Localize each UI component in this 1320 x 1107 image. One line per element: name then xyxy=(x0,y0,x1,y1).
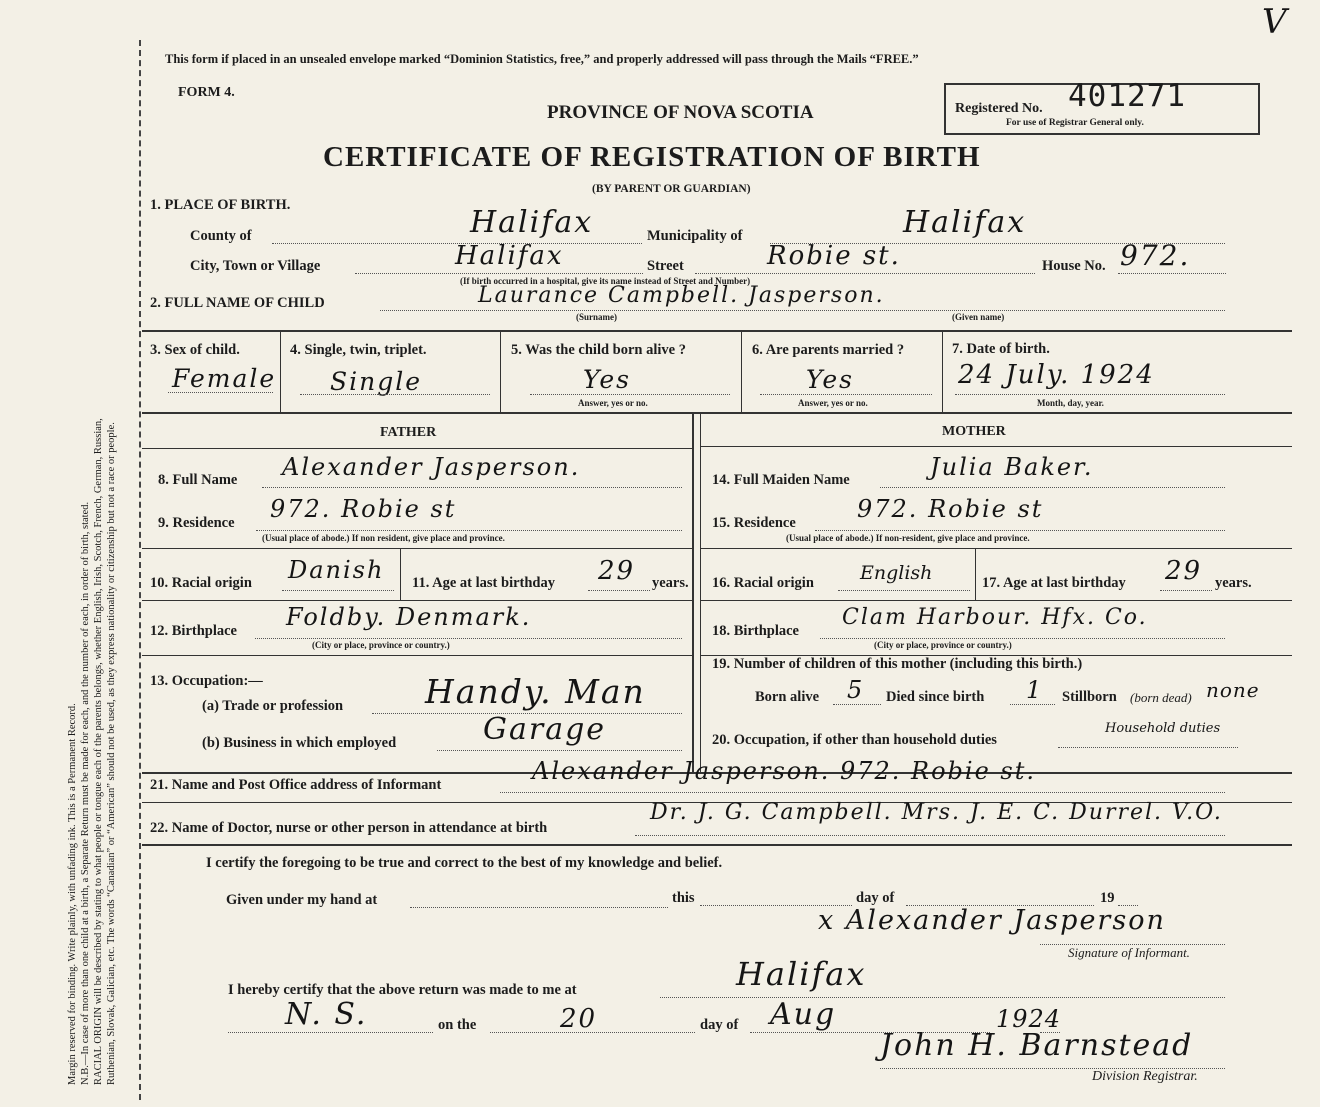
street-value: Robie st. xyxy=(767,241,901,271)
born-alive-note: Answer, yes or no. xyxy=(578,398,648,408)
died-count-line xyxy=(1010,704,1055,705)
father-trade-value: Handy. Man xyxy=(425,672,646,711)
informant-signature: x Alexander Jasperson xyxy=(818,905,1166,936)
mother-birthplace-value: Clam Harbour. Hfx. Co. xyxy=(842,605,1148,630)
father-residence-value: 972. Robie st xyxy=(270,495,457,523)
row-divider xyxy=(142,600,692,601)
margin-note-line: Ruthenian, Slovak, Galician, etc. The words “Canadian” or “American” should not be used, as they express nationality or citizenship but not a race or people. xyxy=(106,422,117,1085)
informant-signature-label: Signature of Informant. xyxy=(1068,945,1190,960)
column-divider xyxy=(400,548,401,600)
registrar-signature-label: Division Registrar. xyxy=(1092,1069,1198,1084)
county-label: County of xyxy=(190,228,252,244)
mother-residence-line xyxy=(815,530,1225,531)
row-divider xyxy=(142,330,1292,332)
registrar-place-value: Halifax xyxy=(736,955,867,993)
mother-birthplace-label: 18. Birthplace xyxy=(712,623,799,639)
day-of-label-2: day of xyxy=(700,1017,739,1033)
plurality-line xyxy=(300,394,490,395)
registrar-statement: I hereby certify that the above return was made to me at xyxy=(228,982,577,998)
stillborn-note: (born dead) xyxy=(1130,690,1192,705)
margin-note-line: RACIAL ORIGIN will be described by stating to what people or tongue each of the parents belongs, whether English, Irish, Scotch, French, German, Russian, xyxy=(93,418,104,1085)
father-trade-label: (a) Trade or profession xyxy=(202,698,344,714)
municipality-label: Municipality of xyxy=(647,228,743,244)
city-label: City, Town or Village xyxy=(190,258,321,274)
given-under-hand-label: Given under my hand at xyxy=(226,892,378,908)
father-residence-note: (Usual place of abode.) If non resident, give place and province. xyxy=(262,533,505,543)
father-residence-line xyxy=(256,530,682,531)
died-count-label: Died since birth xyxy=(886,689,985,705)
parents-center-divider xyxy=(700,412,701,772)
child-name-line xyxy=(380,310,1225,311)
mother-heading: MOTHER xyxy=(942,424,1006,439)
column-divider xyxy=(741,330,742,412)
margin-note-line: Margin reserved for binding. Write plainly, with unfading ink. This is a Permanent Record. xyxy=(67,703,78,1085)
born-alive-value: Yes xyxy=(583,365,631,394)
binding-margin-border xyxy=(139,40,141,1100)
row-divider xyxy=(700,548,1292,549)
surname-note: (Surname) xyxy=(576,312,617,322)
father-heading: FATHER xyxy=(380,425,437,440)
mother-children-label: 19. Number of children of this mother (including this birth.) xyxy=(712,656,1083,672)
married-value: Yes xyxy=(806,365,854,394)
house-number-line xyxy=(1118,273,1226,274)
house-number-label: House No. xyxy=(1042,258,1106,274)
father-age-label: 11. Age at last birthday xyxy=(412,575,555,591)
this-label: this xyxy=(672,890,695,906)
row-divider xyxy=(142,448,692,449)
column-divider xyxy=(942,330,943,412)
stillborn-value: none xyxy=(1206,678,1260,702)
mother-racial-origin-value: English xyxy=(860,562,933,584)
mother-occupation-line xyxy=(1058,747,1238,748)
date-of-birth-note: Month, day, year. xyxy=(1037,398,1104,408)
father-name-value: Alexander Jasperson. xyxy=(282,453,581,481)
mother-age-line xyxy=(1160,590,1212,591)
born-alive-label: 5. Was the child born alive ? xyxy=(511,342,686,358)
row-divider xyxy=(700,446,1292,447)
municipality-value: Halifax xyxy=(903,205,1027,240)
mother-age-years: years. xyxy=(1215,575,1252,591)
corner-check-mark: V xyxy=(1262,2,1289,42)
doctor-value: Dr. J. G. Campbell. Mrs. J. E. C. Durrel. V.O. xyxy=(650,800,1223,825)
certification-statement: I certify the foregoing to be true and correct to the best of my knowledge and belief. xyxy=(206,855,723,871)
child-name-label: 2. FULL NAME OF CHILD xyxy=(150,295,325,311)
hospital-note: (If birth occurred in a hospital, give its name instead of Street and Number) xyxy=(460,276,751,286)
county-value: Halifax xyxy=(470,205,594,240)
father-business-value: Garage xyxy=(483,712,607,747)
father-birthplace-value: Foldby. Denmark. xyxy=(286,603,532,631)
born-alive-count-label: Born alive xyxy=(755,689,820,705)
row-divider xyxy=(700,600,1292,601)
informant-line xyxy=(500,792,1225,793)
informant-label: 21. Name and Post Office address of Informant xyxy=(150,777,442,793)
father-birthplace-note: (City or place, province or country.) xyxy=(312,640,450,650)
column-divider xyxy=(975,548,976,600)
married-note: Answer, yes or no. xyxy=(798,398,868,408)
mother-residence-note: (Usual place of abode.) If non-resident, give place and province. xyxy=(786,533,1030,543)
month-value: Aug xyxy=(770,997,837,1032)
given-name-note: (Given name) xyxy=(952,312,1005,322)
parents-center-divider xyxy=(692,412,694,772)
mother-residence-value: 972. Robie st xyxy=(857,495,1044,523)
form-number: FORM 4. xyxy=(178,85,235,100)
registered-label: Registered No. xyxy=(955,101,1043,116)
mother-age-label: 17. Age at last birthday xyxy=(982,575,1126,591)
married-line xyxy=(760,394,932,395)
registrar-use-note: For use of Registrar General only. xyxy=(1006,118,1144,128)
doctor-line xyxy=(635,835,1225,836)
father-occupation-label: 13. Occupation:— xyxy=(150,673,263,689)
child-name-value: Laurance Campbell. Jasperson. xyxy=(478,283,885,308)
father-name-line xyxy=(262,487,682,488)
province-heading: PROVINCE OF NOVA SCOTIA xyxy=(547,102,814,123)
mother-name-line xyxy=(880,487,1225,488)
column-divider xyxy=(500,330,501,412)
column-divider xyxy=(280,330,281,412)
sex-value: Female xyxy=(172,364,277,393)
mother-age-value: 29 xyxy=(1165,556,1203,586)
mother-residence-label: 15. Residence xyxy=(712,515,796,531)
row-divider xyxy=(142,412,1292,414)
certificate-subtitle: (BY PARENT OR GUARDIAN) xyxy=(592,183,751,195)
year-value: 1924 xyxy=(996,1005,1062,1033)
certificate-title: CERTIFICATE OF REGISTRATION OF BIRTH xyxy=(323,141,981,173)
year-prefix: 19 xyxy=(1100,890,1115,906)
mother-racial-origin-line xyxy=(838,590,970,591)
city-line xyxy=(355,273,643,274)
mother-name-value: Julia Baker. xyxy=(930,453,1094,481)
father-name-label: 8. Full Name xyxy=(158,472,238,488)
father-age-years: years. xyxy=(652,575,689,591)
margin-notes xyxy=(66,15,118,1085)
father-racial-origin-line xyxy=(282,590,394,591)
sex-label: 3. Sex of child. xyxy=(150,342,240,358)
row-divider xyxy=(142,548,692,549)
father-birthplace-line xyxy=(255,638,682,639)
father-business-label: (b) Business in which employed xyxy=(202,735,397,751)
street-line xyxy=(695,273,1035,274)
place-of-birth-heading: 1. PLACE OF BIRTH. xyxy=(150,197,291,213)
mail-notice: This form if placed in an unsealed envelope marked “Dominion Statistics, free,” and properly addressed will pass through the Mails “FREE.” xyxy=(165,52,919,66)
father-racial-origin-value: Danish xyxy=(288,556,385,584)
born-alive-count-line xyxy=(833,704,881,705)
row-divider xyxy=(142,655,692,656)
father-age-line xyxy=(588,590,650,591)
mother-occupation-label: 20. Occupation, if other than household duties xyxy=(712,732,997,748)
city-value: Halifax xyxy=(455,241,564,271)
stillborn-label: Stillborn xyxy=(1062,689,1117,705)
father-racial-origin-label: 10. Racial origin xyxy=(150,575,252,591)
father-age-value: 29 xyxy=(598,556,636,586)
registrar-mark-value: N. S. xyxy=(285,997,368,1032)
day-of-label: day of xyxy=(856,890,895,906)
mother-name-label: 14. Full Maiden Name xyxy=(712,472,850,488)
row-divider xyxy=(142,844,1292,846)
father-business-line xyxy=(437,750,682,751)
born-alive-line xyxy=(530,394,730,395)
date-of-birth-value: 24 July. 1924 xyxy=(958,360,1155,390)
plurality-value: Single xyxy=(330,367,423,396)
sex-line xyxy=(168,392,273,393)
father-birthplace-label: 12. Birthplace xyxy=(150,623,237,639)
informant-value: Alexander Jasperson. 972. Robie st. xyxy=(532,757,1036,785)
married-label: 6. Are parents married ? xyxy=(752,342,905,358)
born-alive-count-value: 5 xyxy=(847,676,865,704)
doctor-label: 22. Name of Doctor, nurse or other person in attendance at birth xyxy=(150,820,548,836)
house-number-value: 972. xyxy=(1120,239,1191,272)
died-count-value: 1 xyxy=(1026,676,1044,704)
mother-occupation-value: Household duties xyxy=(1105,721,1221,736)
street-label: Street xyxy=(647,258,684,274)
registrar-signature: John H. Barnstead xyxy=(880,1028,1194,1063)
given-place-line xyxy=(410,907,668,908)
mother-birthplace-line xyxy=(820,638,1225,639)
date-of-birth-label: 7. Date of birth. xyxy=(952,341,1050,357)
mother-racial-origin-label: 16. Racial origin xyxy=(712,575,814,591)
registered-number: 401271 xyxy=(1068,78,1186,114)
date-of-birth-line xyxy=(955,394,1225,395)
on-the-value: 20 xyxy=(560,1004,598,1034)
father-residence-label: 9. Residence xyxy=(158,515,235,531)
mother-birthplace-note: (City or place, province or country.) xyxy=(874,640,1012,650)
on-the-label: on the xyxy=(438,1017,477,1033)
plurality-label: 4. Single, twin, triplet. xyxy=(290,342,427,358)
margin-note-line: N.B.—In case of more than one child at a birth, a Separate Return must be made for each, and the number of each, in order of birth, stated. xyxy=(80,501,91,1085)
registrar-mark-line xyxy=(228,1032,433,1033)
registrar-place-line xyxy=(660,997,1225,998)
